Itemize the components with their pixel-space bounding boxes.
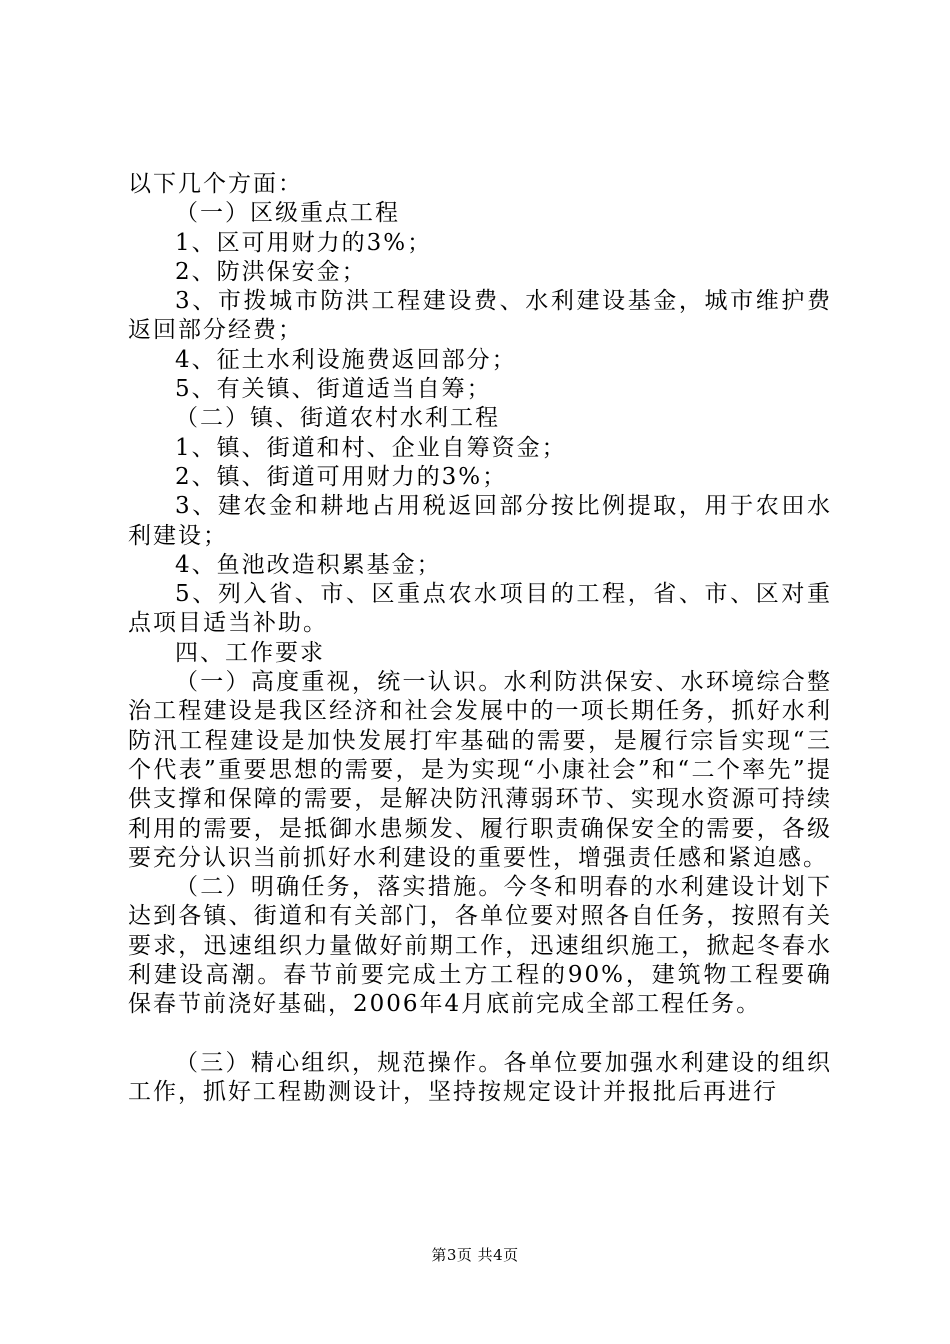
list-item: 5、列入省、市、区重点农水项目的工程，省、市、区对重点项目适当补助。 (128, 581, 832, 637)
list-item: 4、征土水利设施费返回部分； (175, 346, 517, 373)
list-item: 4、鱼池改造积累基金； (175, 551, 442, 578)
section-heading-work-requirements: 四、工作要求 (175, 639, 325, 666)
list-item: 1、区可用财力的3%； (175, 229, 433, 256)
list-item: 3、市拨城市防洪工程建设费、水利建设基金，城市维护费返回部分经费； (128, 288, 832, 344)
list-item: 2、防洪保安金； (175, 258, 367, 285)
list-item: 1、镇、街道和村、企业自筹资金； (175, 434, 567, 461)
paragraph-requirement-3: （三）精心组织，规范操作。各单位要加强水利建设的组织工作，抓好工程勘测设计，坚持按规定设计并报批后再进行 (128, 1049, 832, 1105)
page-footer: 第3页 共4页 (431, 1246, 519, 1264)
paragraph-requirement-2: （二）明确任务，落实措施。今冬和明春的水利建设计划下达到各镇、街道和有关部门，各单位要对照各自任务，按照有关要求，迅速组织力量做好前期工作，迅速组织施工，掀起冬春水利建设高潮。春节前要完成土方工程的90%，建筑物工程要确保春节前浇好基础，2006年4月底前完成全部工程任务。 (128, 874, 832, 1018)
list-item: 2、镇、街道可用财力的3%； (175, 463, 508, 490)
document-body (128, 170, 832, 1107)
list-item: 5、有关镇、街道适当自筹； (175, 376, 492, 403)
heading-town-projects: （二）镇、街道农村水利工程 (175, 405, 500, 432)
heading-district-projects: （一）区级重点工程 (175, 200, 400, 227)
paragraph-intro: 以下几个方面： (128, 171, 303, 197)
paragraph-gap (128, 1020, 832, 1049)
list-item: 3、建农金和耕地占用税返回部分按比例提取，用于农田水利建设； (128, 493, 832, 549)
paragraph-requirement-1: （一）高度重视，统一认识。水利防洪保安、水环境综合整治工程建设是我区经济和社会发展中的一项长期任务，抓好水利防汛工程建设是加快发展打牢基础的需要，是履行宗旨实现“三个代表”重要思想的需要，是为实现“小康社会”和“二个率先”提供支撑和保障的需要，是解决防汛薄弱环节、实现水资源可持续利用的需要，是抵御水患频发、履行职责确保安全的需要，各级要充分认识当前抓好水利建设的重要性，增强责任感和紧迫感。 (128, 669, 832, 871)
